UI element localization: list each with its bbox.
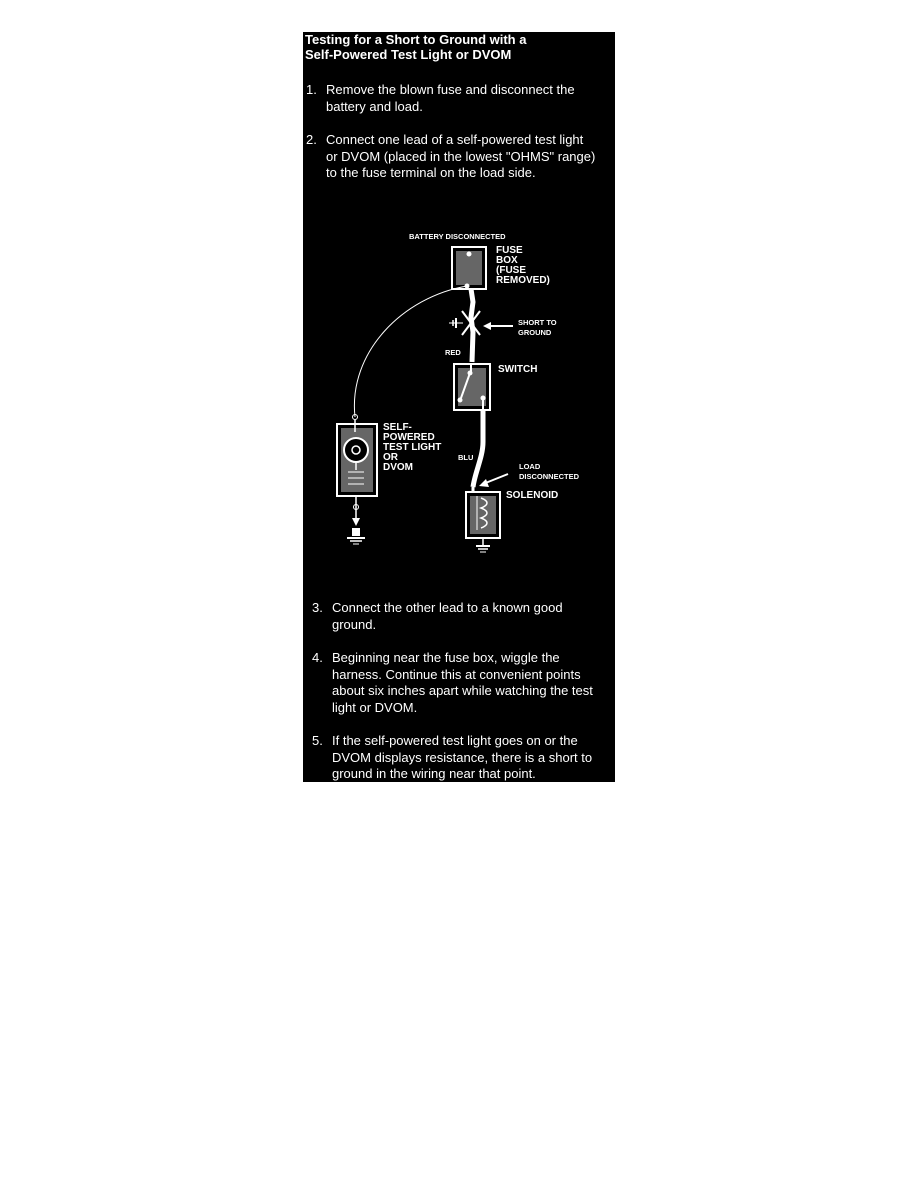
load-side-terminal xyxy=(465,284,470,289)
step-text-line: about six inches apart while watching the test xyxy=(332,683,593,698)
fuse-box-label xyxy=(496,245,550,286)
step-text-line: DVOM displays resistance, there is a short to xyxy=(332,749,593,765)
test-light-label xyxy=(383,422,441,473)
page-title xyxy=(305,32,605,62)
solenoid-label: SOLENOID xyxy=(506,490,559,501)
step-text-line: Beginning near the fuse box, wiggle the xyxy=(332,650,560,665)
switch-label: SWITCH xyxy=(498,364,538,375)
solenoid-ground-icon xyxy=(476,546,490,552)
ground-lead-arrow xyxy=(352,518,360,526)
red-wire-label: RED xyxy=(445,348,461,357)
short-to-ground-label xyxy=(518,318,557,337)
svg-text:FUSE: FUSE xyxy=(496,245,523,256)
load-disconnected-label xyxy=(519,462,580,481)
svg-text:(FUSE: (FUSE xyxy=(496,265,526,276)
svg-text:GROUND: GROUND xyxy=(518,328,552,337)
step-text-line: If the self-powered test light goes on or the xyxy=(332,733,578,748)
step-text-line: ground. xyxy=(332,616,377,632)
title-line-2: Self-Powered Test Light or DVOM xyxy=(305,47,512,62)
step-text-line: Connect one lead of a self-powered test light xyxy=(326,132,584,147)
step-text-line: or DVOM (placed in the lowest "OHMS" range) xyxy=(326,148,596,164)
step-text-line: Connect the other lead to a known good xyxy=(332,600,563,615)
switch-pivot xyxy=(468,371,473,376)
battery-terminal xyxy=(467,252,472,257)
blu-wire-label: BLU xyxy=(458,453,474,462)
step-number: 5. xyxy=(312,733,323,748)
short-arrow-head xyxy=(483,322,491,330)
step-number: 1. xyxy=(306,82,317,97)
title-line-1: Testing for a Short to Ground with a xyxy=(305,32,527,47)
step-text-line: harness. Continue this at convenient points xyxy=(332,666,581,682)
step-text-line: battery and load. xyxy=(326,98,423,114)
blu-wire xyxy=(473,410,483,487)
step-text-line: ground in the wiring near that point. xyxy=(332,766,536,781)
svg-text:LOAD: LOAD xyxy=(519,462,541,471)
step-text-line: Remove the blown fuse and disconnect the xyxy=(326,82,575,97)
step-number: 4. xyxy=(312,650,323,665)
instruction-panel xyxy=(303,32,615,782)
battery-disconnected-label: BATTERY DISCONNECTED xyxy=(409,232,506,241)
svg-text:SHORT TO: SHORT TO xyxy=(518,318,557,327)
step-number: 2. xyxy=(306,132,317,147)
step-number: 3. xyxy=(312,600,323,615)
step-text-line: light or DVOM. xyxy=(332,699,418,715)
solenoid-fill xyxy=(470,496,496,534)
lamp-icon xyxy=(344,438,368,462)
wiring-diagram xyxy=(303,222,615,602)
svg-text:DISCONNECTED: DISCONNECTED xyxy=(519,472,580,481)
svg-text:OR: OR xyxy=(383,452,398,463)
svg-text:REMOVED): REMOVED) xyxy=(496,275,550,286)
test-light-ground-icon xyxy=(347,528,365,544)
svg-text:POWERED: POWERED xyxy=(383,432,435,443)
svg-text:BOX: BOX xyxy=(496,255,518,266)
short-ground-icon xyxy=(449,318,463,328)
step-text-line: to the fuse terminal on the load side. xyxy=(326,165,536,180)
switch-terminal xyxy=(458,398,463,403)
svg-text:DVOM: DVOM xyxy=(383,462,413,473)
svg-text:TEST LIGHT: TEST LIGHT xyxy=(383,442,442,453)
load-arrow-head xyxy=(479,479,489,487)
svg-text:SELF-: SELF- xyxy=(383,422,412,433)
